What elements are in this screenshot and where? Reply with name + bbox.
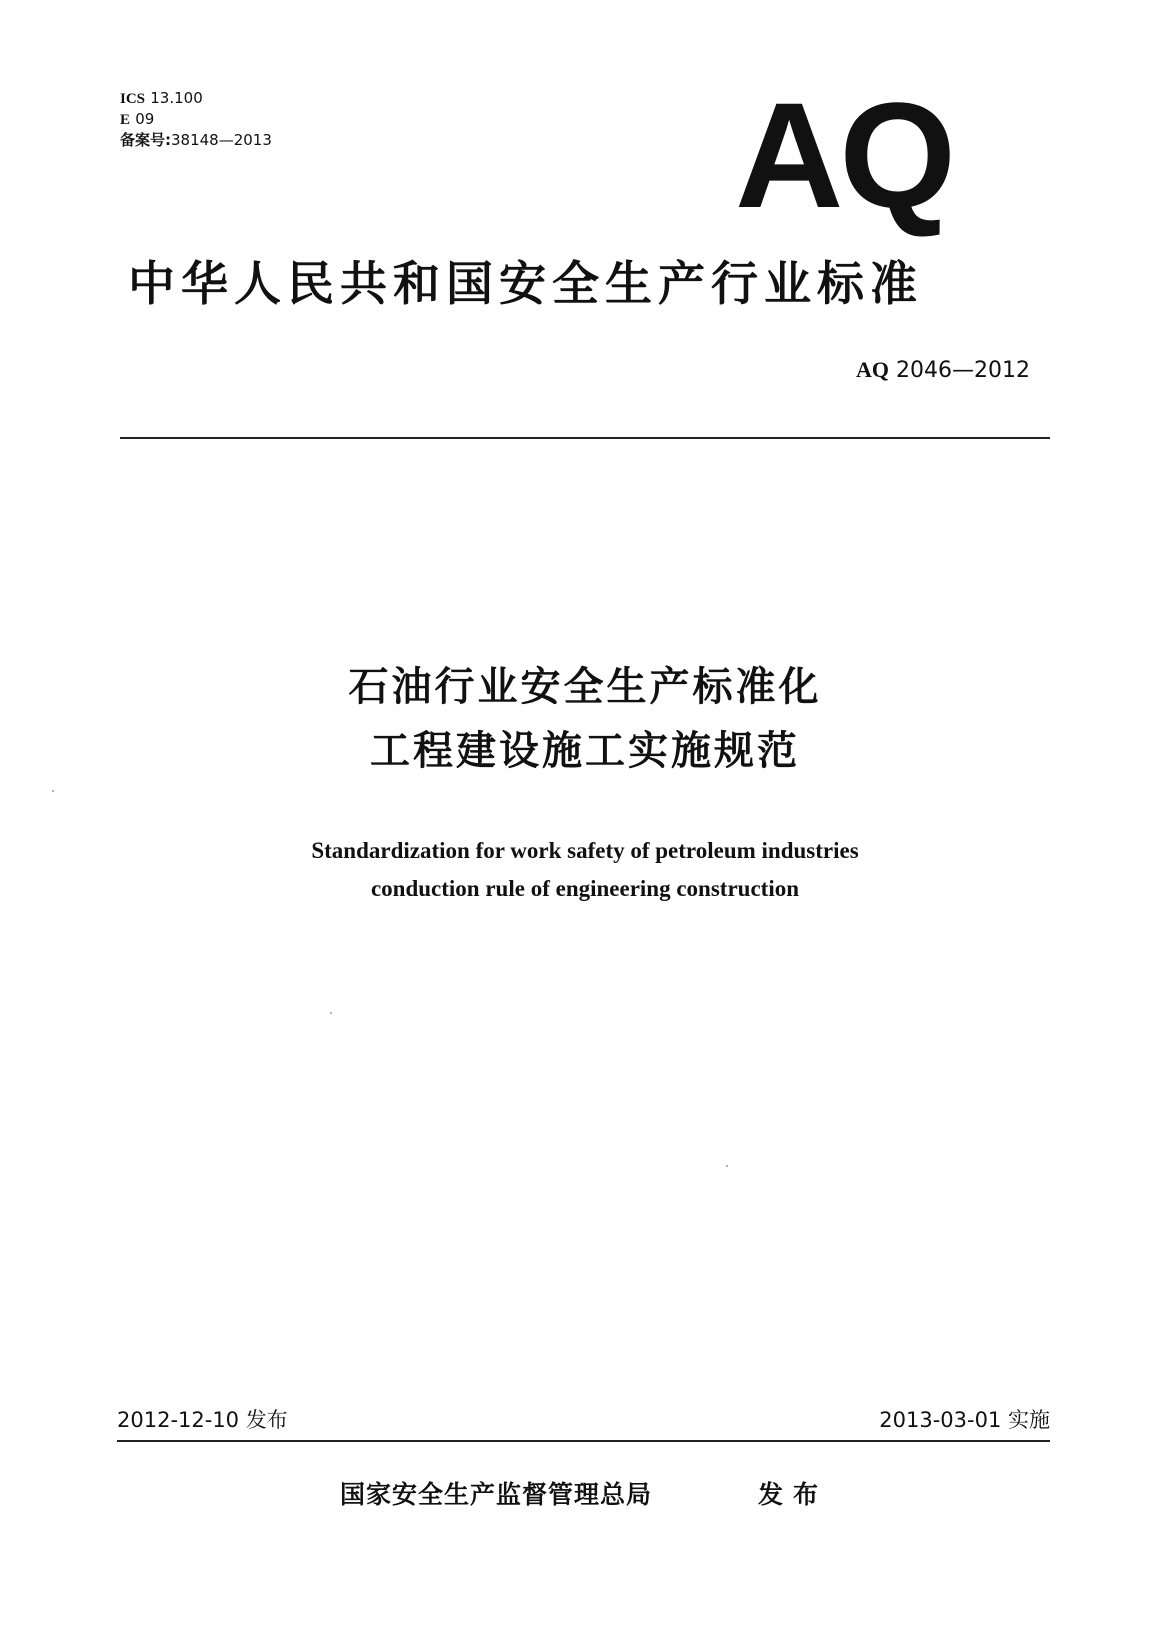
english-title-line-2: conduction rule of engineering construction: [370, 876, 800, 901]
standard-number: [700, 355, 1030, 386]
classification-code: [120, 109, 272, 130]
top-divider: [120, 437, 1050, 439]
chinese-title-line-1: 石油行业安全生产标准化: [348, 664, 822, 710]
document-meta: [120, 88, 272, 150]
english-title-line-1: Standardization for work safety of petroleum industries: [311, 838, 859, 863]
standard-number-value: 2046—2012: [896, 358, 1030, 383]
record-number: [120, 130, 272, 150]
ics-code: [120, 88, 272, 109]
record-value: 38148—2013: [171, 131, 272, 149]
aq-logo: AQ: [735, 71, 952, 239]
scan-speck: [726, 1165, 728, 1167]
ics-label: ICS: [120, 91, 146, 107]
chinese-title-line-2: 工程建设施工实施规范: [370, 728, 800, 774]
issuing-authority: 国家安全生产监督管理总局: [340, 1480, 653, 1509]
classification-value: 09: [135, 110, 155, 128]
classification-label: E: [120, 112, 131, 128]
scan-speck: [330, 1012, 332, 1014]
publish-date: 2012-12-10 发布: [117, 1408, 288, 1432]
issued-label: 发布: [758, 1480, 829, 1509]
standard-number-prefix: AQ: [856, 357, 890, 382]
record-label: 备案号:: [120, 131, 171, 149]
ics-value: 13.100: [150, 89, 203, 107]
english-title: [120, 832, 1050, 908]
standard-category-title: 中华人民共和国安全生产行业标准: [128, 257, 923, 312]
implementation-date: 2013-03-01 实施: [879, 1408, 1050, 1432]
bottom-divider: [117, 1440, 1050, 1442]
scan-speck: [52, 790, 54, 792]
chinese-title: [120, 655, 1050, 783]
